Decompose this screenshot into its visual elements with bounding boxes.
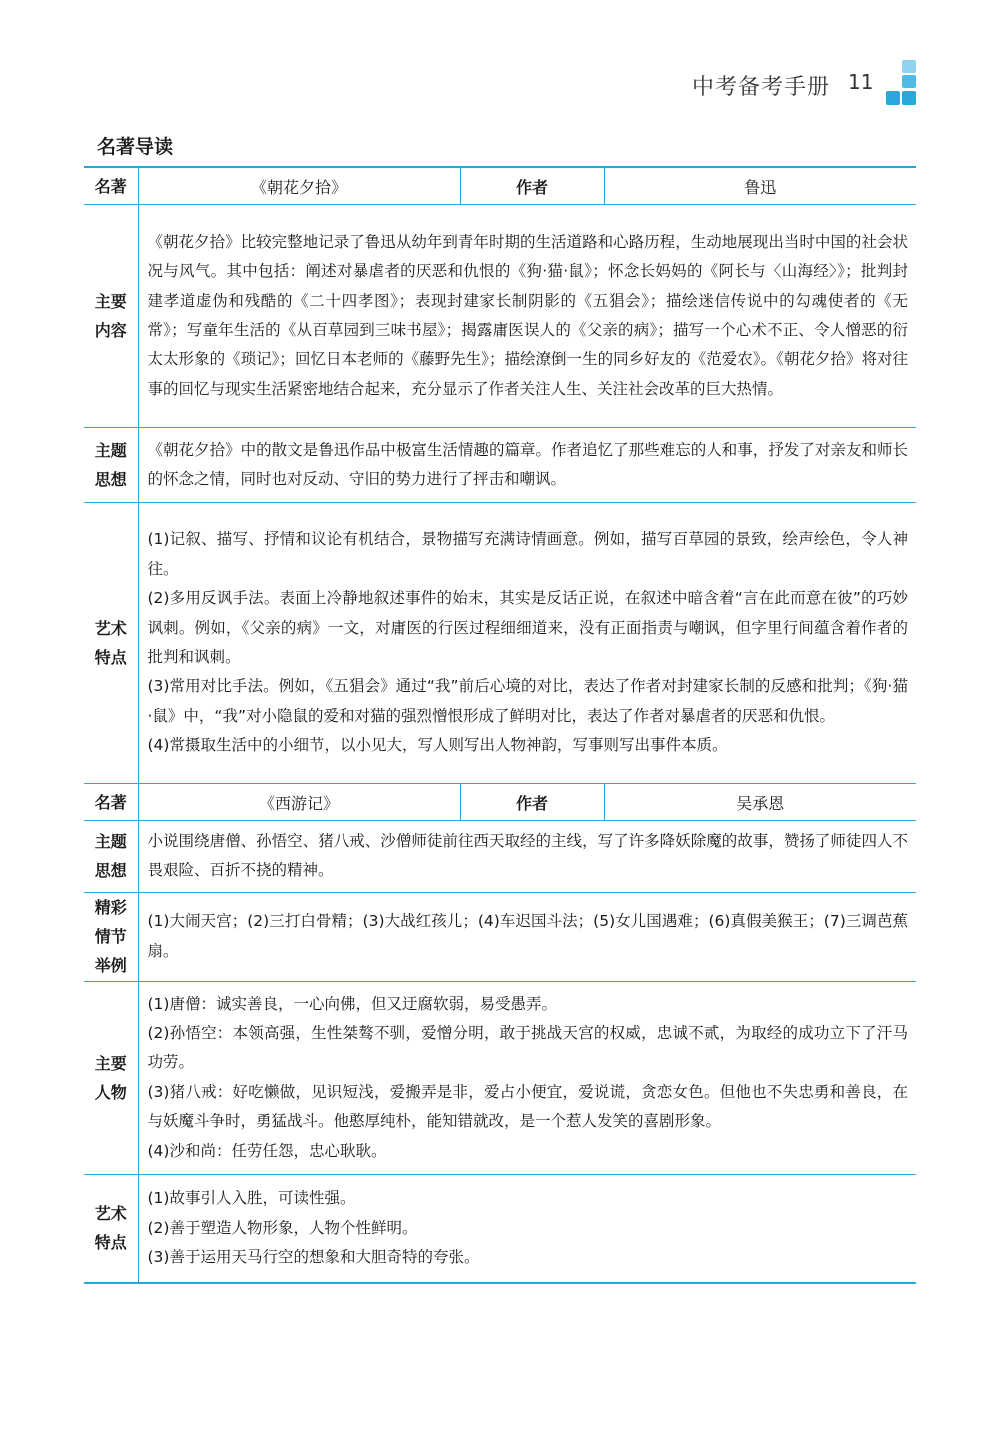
book1-main-content-label: 主要 内容 [84, 205, 138, 428]
book2-characters-text [138, 981, 916, 1174]
book2-character-item: (2)孙悟空：本领高强，生性桀骜不驯，爱憎分明，敢于挑战天宫的权威，忠诚不贰，为取经的成功立下了汗马功劳。 [147, 1024, 908, 1072]
book1-theme-row [84, 428, 916, 503]
book1-main-content-row [84, 205, 916, 428]
book2-title: 《西游记》 [138, 784, 460, 821]
book1-title: 《朝花夕拾》 [138, 167, 460, 205]
book2-theme-text: 小说围绕唐僧、孙悟空、猪八戒、沙僧师徒前往西天取经的主线，写了许多降妖除魔的故事，赞扬了师徒四人不畏艰险、百折不挠的精神。 [138, 821, 916, 893]
handbook-title: 中考备考手册 [692, 75, 831, 100]
book2-character-item: (1)唐僧：诚实善良，一心向佛，但又迂腐软弱，易受愚弄。 [147, 994, 557, 1013]
section-title: 名著导读 [97, 136, 174, 158]
book2-art-label: 艺术 特点 [84, 1174, 138, 1283]
book2-character-item: (3)猪八戒：好吃懒做，见识短浅，爱搬弄是非，爱占小便宜，爱说谎，贪恋女色。但他也不失忠勇和善良，在与妖魔斗争时，勇猛战斗。他憨厚纯朴，能知错就改，是一个惹人发笑的喜剧形象。 [147, 1082, 908, 1131]
book2-art-text [138, 1174, 916, 1283]
book1-theme-label: 主题 思想 [84, 428, 138, 503]
book2-art-item: (3)善于运用天马行空的想象和大胆奇特的夸张。 [147, 1248, 480, 1267]
book2-art-item: (2)善于塑造人物形象，人物个性鲜明。 [147, 1218, 418, 1237]
book2-characters-row [84, 981, 916, 1174]
book2-character-item: (4)沙和尚：任劳任怨，忠心耿耿。 [147, 1141, 387, 1160]
book2-author: 吴承恩 [604, 784, 916, 821]
book1-art-item: (2)多用反讽手法。表面上冷静地叙述事件的始末，其实是反话正说，在叙述中暗含着“言在此而意在彼”的巧妙讽刺。例如，《父亲的病》一文，对庸医的行医过程细细道来，没有正面指责与嘲讽，但字里行间蕴含着作者的批判和讽刺。 [147, 589, 908, 666]
book-guide-table [84, 166, 916, 1284]
book1-art-item: (3)常用对比手法。例如，《五猖会》通过“我”前后心境的对比，表达了作者对封建家长制的反感和批判；《狗·猫·鼠》中，“我”对小隐鼠的爱和对猫的强烈憎恨形成了鲜明对比，表达了作者对暴虐者的厌恶和仇恨。 [147, 677, 908, 725]
book2-theme-label: 主题 思想 [84, 821, 138, 893]
book1-main-content-text: 《朝花夕拾》比较完整地记录了鲁迅从幼年到青年时期的生活道路和心路历程，生动地展现出当时中国的社会状况与风气。其中包括：阐述对暴虐者的厌恶和仇恨的《狗·猫·鼠》；怀念长妈妈的《阿长与〈山海经〉》；批判封建孝道虚伪和残酷的《二十四孝图》；表现封建家长制阴影的《五猖会》；描绘迷信传说中的勾魂使者的《无常》；写童年生活的《从百草园到三味书屋》；揭露庸医误人的《父亲的病》；描写一个心术不正、令人憎恶的衍太太形象的《琐记》；回忆日本老师的《藤野先生》；描绘潦倒一生的同乡好友的《范爱农》。《朝花夕拾》将对往事的回忆与现实生活紧密地结合起来，充分显示了作者关注人生、关注社会改革的巨大热情。 [138, 205, 916, 428]
book1-theme-text: 《朝花夕拾》中的散文是鲁迅作品中极富生活情趣的篇章。作者追忆了那些难忘的人和事，抒发了对亲友和师长的怀念之情，同时也对反动、守旧的势力进行了抨击和嘲讽。 [138, 428, 916, 503]
book1-art-row [84, 503, 916, 784]
book1-art-item: (4)常摄取生活中的小细节，以小见大，写人则写出人物神韵，写事则写出事件本质。 [147, 736, 728, 755]
book1-author-label: 作者 [460, 167, 604, 205]
book1-author: 鲁迅 [604, 167, 916, 205]
page-number: 11 [848, 70, 874, 94]
book2-header-row [84, 784, 916, 821]
book2-plots-text: (1)大闹天宫；(2)三打白骨精；(3)大战红孩儿；(4)车迟国斗法；(5)女儿国遇难；(6)真假美猴王；(7)三调芭蕉扇。 [138, 892, 916, 981]
book1-book-label: 名著 [84, 167, 138, 205]
book1-art-text [138, 503, 916, 784]
book2-plots-row [84, 892, 916, 981]
book2-theme-row [84, 821, 916, 893]
book2-book-label: 名著 [84, 784, 138, 821]
book2-author-label: 作者 [460, 784, 604, 821]
book1-header-row [84, 167, 916, 205]
book2-art-item: (1)故事引人入胜，可读性强。 [147, 1189, 356, 1208]
book1-art-item: (1)记叙、描写、抒情和议论有机结合，景物描写充满诗情画意。例如，描写百草园的景致，绘声绘色，令人神往。 [147, 530, 908, 578]
book2-plots-label: 精彩 情节 举例 [84, 892, 138, 981]
book1-art-label: 艺术 特点 [84, 503, 138, 784]
corner-block-decoration [882, 60, 918, 112]
book2-characters-label: 主要 人物 [84, 981, 138, 1174]
book2-art-row [84, 1174, 916, 1283]
